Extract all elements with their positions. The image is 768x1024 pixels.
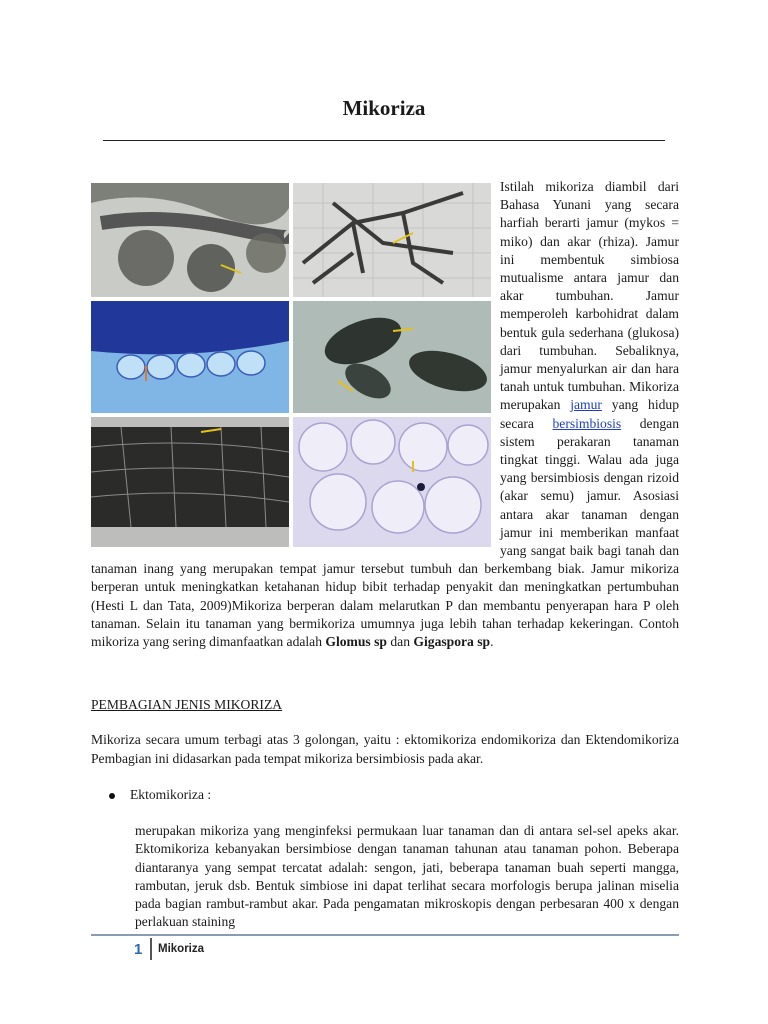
footer-separator: [150, 938, 152, 960]
micrograph-spore-clusters-middle-right: [293, 301, 491, 413]
title-divider: [103, 140, 665, 141]
species-glomus: Glomus sp: [325, 634, 387, 650]
micrograph-figure: [91, 183, 491, 547]
link-jamur[interactable]: jamur: [570, 397, 602, 413]
classification-paragraph: Mikoriza secara umum terbagi atas 3 golongan, yaitu : ektomikoriza endomikoriza dan Ektendomikoriza Pembagian ini didasarkan pada tempat mikoriza bersimbiosis pada akar.: [91, 732, 679, 766]
micrograph-hyphae-grid-top-right: [293, 183, 491, 297]
intro-text-2: yang hidup secara: [500, 397, 680, 431]
micrograph-grey-spores-top-left: [91, 183, 289, 297]
ektomikoriza-paragraph: merupakan mikoriza yang menginfeksi permukaan luar tanaman dan di antara sel-sel apeks akar. Ektomikoriza kebanyakan bersimbiose dengan tanaman tahunan atau tanaman pohon. Beberapa diantaranya yang sempat tercatat adalah: sengon, jati, beberapa tanaman buah seperti mangga, rambutan, jeruk dsb. Bentuk simbiose ini dapat terlihat secara morfologis berupa jalinan miselia pada bagian rambut-rambut akar. Pada pengamatan mikroskopis dengan perbesaran 400 x dengan perlakuan staining: [135, 823, 679, 930]
intro-paragraph: [91, 178, 679, 651]
page-number: 1: [134, 941, 143, 958]
footer-divider: [91, 934, 679, 936]
footer-label: Mikoriza: [158, 943, 205, 955]
micrograph-dark-root-cells-bottom-left: [91, 417, 289, 547]
micrograph-blue-stained-root-middle-left: [91, 301, 289, 413]
micrograph-purple-cells-bottom-right: [293, 417, 491, 547]
intro-text-1: Istilah mikoriza diambil dari Bahasa Yunani yang secara harfiah berarti jamur (mykos = miko) dan akar (rhiza). Jamur ini membentuk simbiosa mutualisme antara jamur dan akar tumbuhan. Jamur memperoleh karbohidrat dalam bentuk gula sederhana (glukosa) dari tumbuhan. Sebaliknya, jamur menyalurkan air dan hara tanah untuk tumbuhan. Mikoriza merupakan: [500, 179, 679, 413]
intro-text-4: dan: [386, 634, 414, 650]
link-bersimbiosis[interactable]: bersimbiosis: [552, 415, 622, 431]
bullet-label: Ektomikoriza :: [130, 787, 212, 802]
section-heading: PEMBAGIAN JENIS MIKORIZA: [91, 697, 283, 712]
species-gigaspora: Gigaspora sp: [413, 634, 491, 650]
bullet-dot-icon: [109, 793, 115, 799]
intro-text-3: dengan sistem perakaran tanaman tingkat tinggi. Walau ada juga yang bersimbiosis dengan rizoid (akar semu) jamur. Asosiasi antara akar tanaman dengan jamur ini memberikan manfaat yang sangat baik bagi tanah dan tanaman inang yang merupakan tempat jamur tersebut tumbuh dan berkembang biak. Jamur mikoriza berperan untuk meningkatkan ketahanan hidup bibit terhadap penyakit dan meningkatkan pertumbuhan (Hesti L dan Tata, 2009)Mikoriza berperan dalam melarutkan P dan membantu penyerapan hara P oleh tanaman. Selain itu tanaman yang bermikoriza umumnya juga lebih tahan terhadap kekeringan. Contoh mikoriza yang sering dimanfaatkan adalah: [91, 415, 679, 650]
intro-text-5: .: [490, 634, 494, 650]
page-title: Mikoriza: [342, 96, 426, 120]
bullet-ektomikoriza: [109, 787, 211, 803]
